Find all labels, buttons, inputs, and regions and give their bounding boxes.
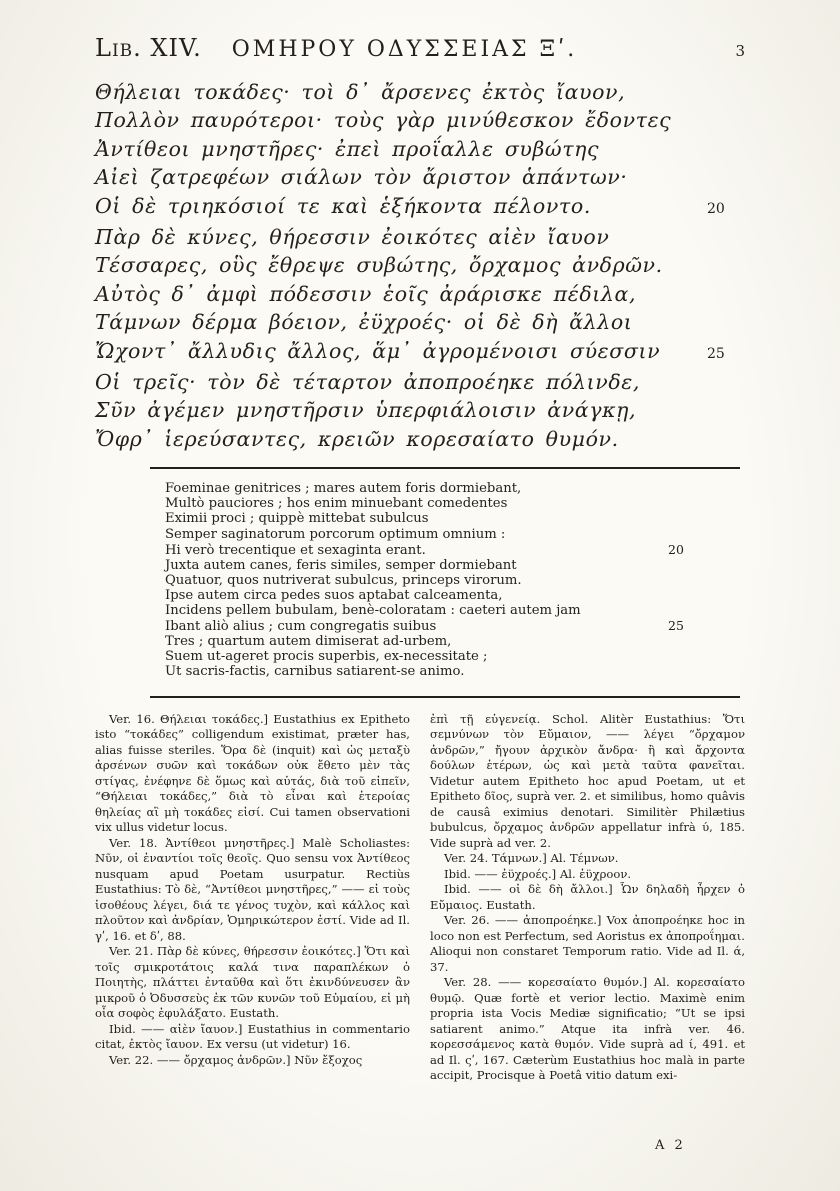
commentary-paragraph: Ver. 22. —— ὄρχαμος ἀνδρῶν.] Νῦν ἔξοχος	[109, 1052, 363, 1067]
verse-text: Οἱ τρεῖς· τὸν δὲ τέταρτον ἀποπροέηκε πόλινδε,	[95, 370, 641, 395]
verse-text: Οἱ δὲ τριηκόσιοί τε καὶ ἑξήκοντα πέλοντο.	[95, 193, 591, 218]
verse-text: Ἀντίθεοι μνηστῆρες· ἐπεὶ προΐαλλε συβώτης	[95, 136, 600, 161]
translation-text: Foeminae genitrices ; mares autem foris dormiebant,	[165, 481, 522, 497]
verse-line	[95, 308, 745, 336]
verse-text: Αἰεὶ ζατρεφέων σιάλων τὸν ἄριστον ἁπάντων·	[95, 165, 628, 190]
translation-text: Juxta autem canes, feris similes, semper dormiebant	[165, 557, 517, 573]
commentary-paragraph: Ver. 26. —— ἀποπροέηκε.] Vox ἀποπροέηκε hoc in loco non est Perfectum, sed Aoristus ex ἀποπροΐημαι. Alioqui non constaret Temporum ratio. Vide ad Il. ά, 37.	[430, 913, 745, 974]
translation-text: Hi verò trecentique et sexaginta erant.	[165, 542, 426, 558]
translation-line	[95, 542, 745, 558]
commentary-paragraph: Ibid. —— οἱ δὲ δὴ ἄλλοι.] Ὧν δηλαδὴ ἦρχεν ὁ Εὔμαιος. Eustath.	[430, 882, 745, 912]
verse-text: Πολλὸν παυρότεροι· τοὺς γὰρ μινύθεσκον ἔδοντες	[95, 108, 672, 133]
translation-line	[95, 664, 745, 679]
verse-line	[95, 396, 745, 424]
commentary-paragraph: Ver. 24. Τάμνων.] Al. Τέμνων.	[444, 851, 619, 865]
page-header	[95, 34, 745, 62]
translation-line	[95, 527, 745, 542]
verse-number: 20	[668, 541, 684, 557]
commentary-paragraph: ἐπὶ τῇ εὐγενείᾳ. Schol. Alitèr Eustathius: Ὅτι σεμνύνων τὸν Εὔμαιον, —— λέγει “ὄρχαμον ἀνδρῶν,” ἤγουν ἀρχικὸν ἄνδρα· ἢ καὶ ἄρχοντα δούλων ἑτέρων, ὡς καὶ μετὰ ταῦτα φανεῖται. Videtur autem Epitheto hoc apud Poetam, ut et Epitheto δῖος, suprà ver. 2. et similibus, homo quâvis de causâ eximius denotari. Similitèr Philætius bubulcus, ὄρχαμος ἀνδρῶν appellatur infrà ύ, 185. Vide suprà ad ver. 2.	[430, 711, 745, 850]
verse-text: Πὰρ δὲ κύνες, θήρεσσιν ἐοικότες αἰὲν ἴαυον	[95, 225, 610, 250]
translation-text: Eximii proci ; quippè mittebat subulcus	[165, 511, 429, 527]
book-title: ΟΜΗΡΟΥ ΟΔΥΣΣΕΙΑΣ Ξʹ.	[231, 37, 578, 62]
verse-text: Ὄφρ᾽ ἱερεύσαντες, κρειῶν κορεσαίατο θυμόν.	[95, 426, 619, 451]
translation-text: Incidens pellem bubulam, benè-coloratam : caeteri autem jam	[165, 603, 581, 619]
translation-line	[95, 588, 745, 603]
translation-text: Multò pauciores ; hos enim minuebant comedentes	[165, 496, 508, 512]
translation-line	[95, 603, 745, 618]
translation-text: Suem ut-ageret procis superbis, ex-necessitate ;	[165, 649, 488, 665]
translation-line	[95, 634, 745, 649]
verse-line	[95, 223, 745, 251]
commentary-paragraph: Ver. 18. Ἀντίθεοι μνηστῆρες.] Malè Scholiastes: Νῦν, οἱ ἐναντίοι τοῖς θεοῖς. Quo sensu vox Ἀντίθεος nusquam apud Poetam usurpatur. Rectiùs Eustathius: Τὸ δὲ, “Ἀντίθεοι μνηστῆρες,” —— εἰ τοὺς ἰσοθέους λέγει, διά τε γένος τυχὸν, καὶ κάλλος καὶ πλοῦτον καὶ ἀνδρίαν, Ὁμηρικώτερον ἐστί. Vide ad Il. γʹ, 16. et δʹ, 88.	[95, 835, 410, 943]
translation-text: Ut sacris-factis, carnibus satiarent-se animo.	[165, 664, 465, 680]
translation-text: Quatuor, quos nutriverat subulcus, princeps virorum.	[165, 572, 522, 588]
verse-number: 25	[668, 618, 684, 634]
verse-line	[95, 368, 745, 396]
commentary-paragraph: Ver. 16. Θήλειαι τοκάδες.] Eustathius ex Epitheto isto “τοκάδες” colligendum existimat, præter has, alias fuisse steriles. Ὅρα δὲ (inquit) καὶ ὡς μεταξὺ ἀρσένων συῶν καὶ τοκάδων οὐκ ἔθετο μὲν τὰς στίγας, ἐνέφηνε δὲ ὅμως καὶ αὐτάς, διὰ τοῦ εἰπεῖν, “Θήλειαι τοκάδες,” διὰ τὸ εἶναι καὶ ἑτεροίας θηλείας αἳ μὴ τοκάδες εἰσί. Cui tamen observationi vix ullus videtur locus.	[95, 711, 410, 834]
page-number: 3	[735, 42, 745, 60]
verse-line	[95, 163, 745, 191]
verse-line	[95, 106, 745, 134]
translation-line	[95, 481, 745, 496]
commentary-paragraph: Ver. 28. —— κορεσαίατο θυμόν.] Al. κορεσαίατο θυμῷ. Quæ fortè et verior lectio. Maximè enim propria ista Vocis Mediæ significatio; “Ut se ipsi satiarent animo.” Atque ita infrà ver. 46. κορεσσάμενος κατὰ θυμόν. Vide suprà ad ί, 491. et ad Il. ςʹ, 167. Cæterùm Eustathius hoc malà in parte accipit, Procisque à Poetâ vitio datum exi-	[430, 975, 745, 1082]
separator-rule	[150, 467, 740, 469]
greek-verse-block	[95, 78, 745, 453]
verse-number: 25	[707, 345, 725, 362]
commentary-paragraph: Ibid. —— ἐϋχροές.] Al. ἐϋχροον.	[444, 866, 632, 881]
verse-text: Αὐτὸς δ᾽ ἀμφὶ πόδεσσιν ἑοῖς ἀράρισκε πέδιλα,	[95, 281, 637, 306]
translation-line	[95, 558, 745, 573]
verse-line	[95, 78, 745, 106]
commentary-paragraph: Ibid. —— αἰὲν ἴαυον.] Eustathius in commentario citat, ἐκτὸς ἴαυον. Ex versu (ut videtur) 16.	[95, 1021, 410, 1051]
verse-text: Τέσσαρες, οὓς ἔθρεψε συβώτης, ὄρχαμος ἀνδρῶν.	[95, 253, 663, 278]
verse-text: Θήλειαι τοκάδες· τοὶ δ᾽ ἄρσενες ἐκτὸς ἴαυον,	[95, 80, 626, 104]
commentary-left-column	[95, 712, 410, 1084]
verse-line	[95, 337, 745, 368]
commentary-paragraph: Ver. 21. Πὰρ δὲ κύνες, θήρεσσιν ἐοικότες.] Ὅτι καὶ τοῖς σμικροτάτοις καλά τινα παραπλέκων ὁ Ποιητὴς, πλάττει ἐνταῦθα καὶ ὅτι ἐκινδύνευσεν ἂν μικροῦ ὁ Ὀδυσσεὺς ἐκ τῶν κυνῶν τοῦ Εὐμαίου, εἰ μὴ οἷα σοφὸς ἐφυλάξατο. Eustath.	[95, 944, 410, 1020]
commentary-section	[95, 712, 745, 1084]
translation-line	[95, 649, 745, 664]
translation-text: Ibant aliò alius ; cum congregatis suibus	[165, 619, 437, 635]
translation-text: Ipse autem circa pedes suos aptabat calceamenta,	[165, 587, 503, 603]
translation-line	[95, 496, 745, 511]
verse-line	[95, 135, 745, 163]
verse-text: Τάμνων δέρμα βόειον, ἐϋχροές· οἱ δὲ δὴ ἄλλοι	[95, 310, 633, 335]
translation-text: Semper saginatorum porcorum optimum omnium :	[165, 526, 506, 542]
translation-line	[95, 511, 745, 526]
translation-line	[95, 573, 745, 588]
verse-text: Ὤχοντ᾽ ἄλλυδις ἄλλος, ἅμ᾽ ἀγρομένοισι σύεσσιν	[95, 338, 661, 363]
verse-line	[95, 192, 745, 223]
commentary-right-column	[430, 712, 745, 1084]
verse-number: 20	[707, 200, 725, 217]
separator-rule	[150, 696, 740, 698]
verse-line	[95, 280, 745, 308]
verse-text: Σῦν ἀγέμεν μνηστῆρσιν ὑπερφιάλοισιν ἀνάγκῃ,	[95, 398, 637, 423]
translation-text: Tres ; quartum autem dimiserat ad-urbem,	[165, 634, 452, 650]
verse-line	[95, 251, 745, 279]
translation-line	[95, 618, 745, 634]
signature-mark: A 2	[655, 1138, 686, 1153]
liber-label: Lib. XIV.	[95, 34, 202, 62]
verse-line	[95, 425, 745, 453]
latin-translation-block	[95, 481, 745, 679]
